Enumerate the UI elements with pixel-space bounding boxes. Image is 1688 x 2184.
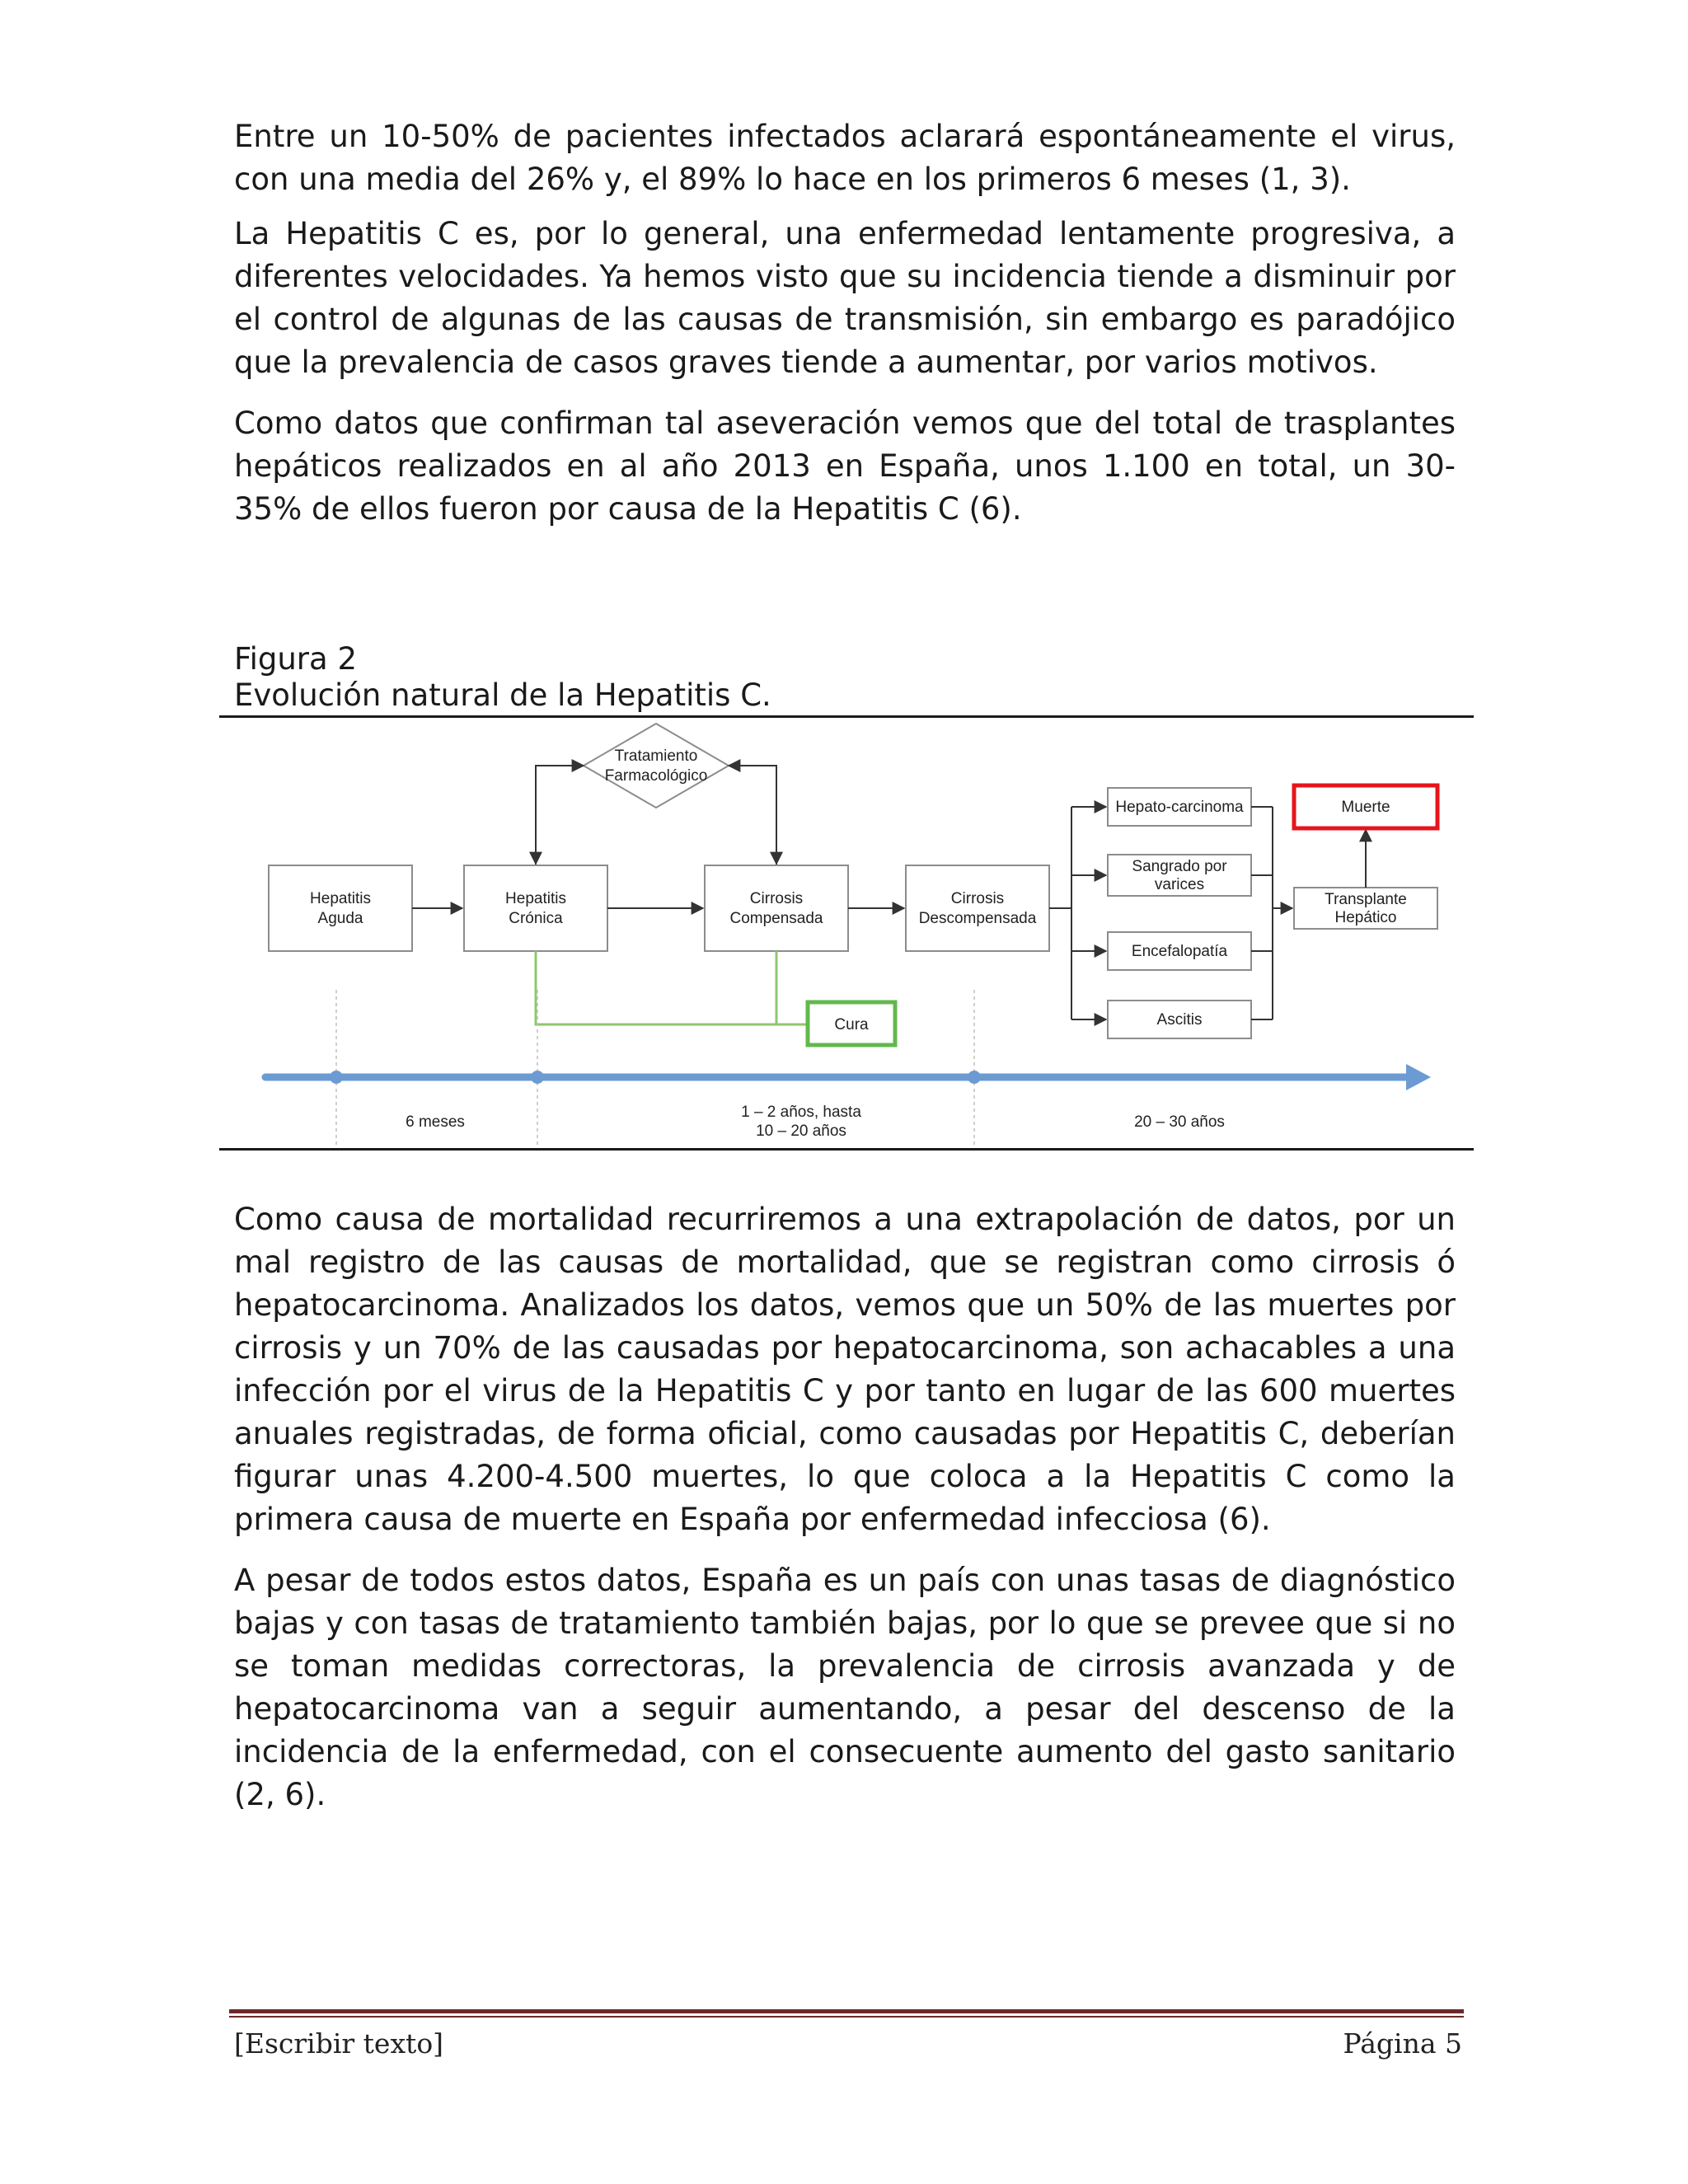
footer-left-text[interactable]: [Escribir texto] <box>234 2027 444 2060</box>
timeline-label-6-meses: 6 meses <box>406 1113 465 1131</box>
paragraph-3: Como datos que confirman tal aseveración vemos que del total de trasplantes hepáticos realizados en al año 2013 en España, unos 1.100 en total, un 30-35% de ellos fueron por causa de la Hepatitis C (6). <box>234 405 1456 527</box>
cirrosis-compensada-box <box>705 865 848 951</box>
tratamiento-label-1: Tratamiento <box>614 748 698 765</box>
timeline-marker-1 <box>330 1071 343 1084</box>
sangrado-label-1: Sangrado por <box>1132 858 1227 875</box>
figure-number: Figura 2 <box>234 641 357 677</box>
encefalopatia-label: Encefalopatía <box>1131 943 1228 960</box>
timeline-label-seg2-line1: 1 – 2 años, hasta <box>741 1104 861 1121</box>
timeline-arrowhead <box>1406 1064 1431 1090</box>
diamond-left-connector <box>536 766 584 865</box>
timeline-label-20-30: 20 – 30 años <box>1134 1113 1225 1131</box>
transplante-label-2: Hepático <box>1334 909 1397 926</box>
aguda-label-2: Aguda <box>317 910 363 927</box>
figure-title: Evolución natural de la Hepatitis C. <box>234 677 771 713</box>
footer-rule-thin <box>229 2016 1464 2018</box>
paragraph-5: A pesar de todos estos datos, España es un país con unas tasas de diagnóstico bajas y con tasas de tratamiento también bajas, por lo que se prevee que si no se toman medidas correctoras, la prevalencia de cirrosis avanzada y de hepatocarcinoma van a seguir aumentando, a pesar del descenso de la incidencia de la enfermedad, con el consecuente aumento del gasto sanitario (2, 6). <box>234 1563 1456 1812</box>
compensada-label-2: Compensada <box>729 910 823 927</box>
footer-page-number: Página 5 <box>1343 2027 1462 2060</box>
hepatitis-aguda-box <box>269 865 412 951</box>
sangrado-label-2: varices <box>1154 876 1205 893</box>
tratamiento-diamond <box>584 724 729 808</box>
cura-line-from-cronica <box>536 951 806 1024</box>
cura-label: Cura <box>834 1016 869 1033</box>
paragraph-4: Como causa de mortalidad recurriremos a una extrapolación de datos, por un mal registro de las causas de mortalidad, que se registran como cirrosis ó hepatocarcinoma. Analizados los datos, vemos que un 50% de las muertes por cirrosis y un 70% de las causadas por hepatocarcinoma, son achacables a una infección por el virus de la Hepatitis C y por tanto en lugar de las 600 muertes anuales registradas, de forma oficial, como causadas por Hepatitis C, deberían figurar unas 4.200-4.500 muertes, lo que coloca a la Hepatitis C como la primera causa de muerte en España por enfermedad infecciosa (6). <box>234 1202 1456 1537</box>
aguda-label-1: Hepatitis <box>310 890 371 907</box>
ascitis-label: Ascitis <box>1156 1011 1203 1029</box>
diamond-right-connector <box>729 766 776 865</box>
figure-bottom-rule <box>219 1148 1474 1151</box>
paragraph-2: La Hepatitis C es, por lo general, una enfermedad lentamente progresiva, a diferentes velocidades. Ya hemos visto que su incidencia tiende a disminuir por el control de algunas de las causas de transmisión, sin embargo es paradójico que la prevalencia de casos graves tiende a aumentar, por varios motivos. <box>234 216 1456 380</box>
paragraph-1: Entre un 10-50% de pacientes infectados aclarará espontáneamente el virus, con una media del 26% y, el 89% lo hace en los primeros 6 meses (1, 3). <box>234 119 1456 197</box>
hepatitis-cronica-box <box>464 865 607 951</box>
transplante-label-1: Transplante <box>1325 891 1407 908</box>
tratamiento-label-2: Farmacológico <box>604 767 708 785</box>
cirrosis-descompensada-box <box>906 865 1049 951</box>
compensada-label-1: Cirrosis <box>749 890 804 907</box>
cronica-label-1: Hepatitis <box>505 890 566 907</box>
timeline-marker-3 <box>968 1071 981 1084</box>
hepatocarcinoma-label: Hepato-carcinoma <box>1115 799 1244 816</box>
descompensada-label-1: Cirrosis <box>950 890 1005 907</box>
timeline-marker-2 <box>531 1071 544 1084</box>
cronica-label-2: Crónica <box>509 910 563 927</box>
hepatitis-evolution-diagram <box>219 718 1474 1148</box>
timeline-label-seg2-line2: 10 – 20 años <box>756 1122 846 1140</box>
muerte-label: Muerte <box>1341 799 1390 816</box>
footer-rule-thick <box>229 2009 1464 2013</box>
descompensada-label-2: Descompensada <box>918 910 1037 927</box>
